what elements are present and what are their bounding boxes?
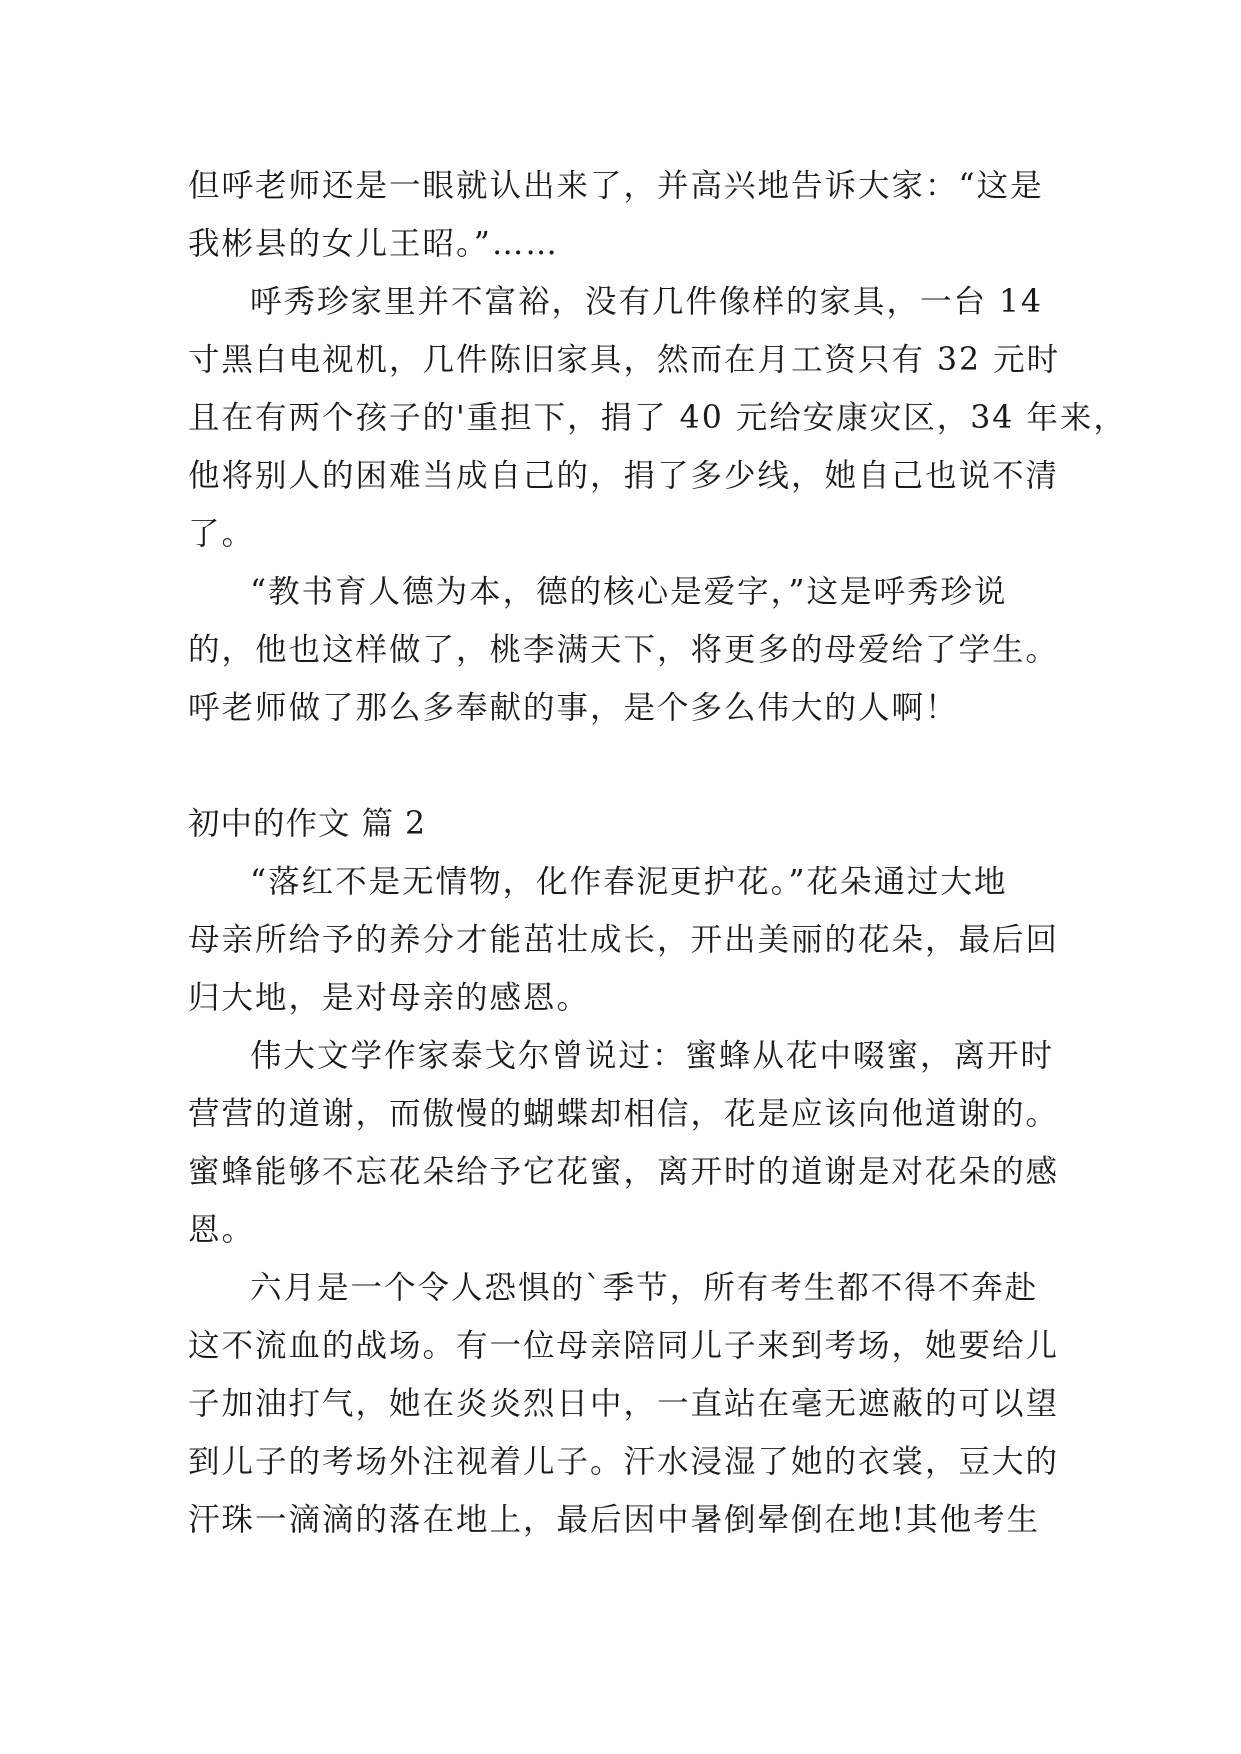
- section-heading: 初中的作文 篇 2: [188, 806, 427, 842]
- paragraph-line: 蜜蜂能够不忘花朵给予它花蜜，离开时的道谢是对花朵的感: [188, 1154, 1060, 1190]
- paragraph-line: 呼老师做了那么多奉献的事，是个多么伟大的人啊！: [188, 690, 959, 726]
- paragraph-line: 了。: [188, 516, 256, 552]
- paragraph-line: 母亲所给予的养分才能茁壮成长，开出美丽的花朵，最后回: [188, 922, 1060, 958]
- paragraph-line: 我彬县的女儿王昭。”……: [188, 226, 559, 262]
- paragraph-line: 呼秀珍家里并不富裕，没有几件像样的家具，一台 14: [250, 284, 1044, 320]
- paragraph-line: 他将别人的困难当成自己的，捐了多少线，她自己也说不清: [188, 458, 1060, 494]
- paragraph-line: “落红不是无情物，化作春泥更护花。”花朵通过大地: [250, 864, 1008, 900]
- paragraph-line: 恩。: [188, 1212, 256, 1248]
- paragraph-line: 寸黑白电视机，几件陈旧家具，然而在月工资只有 32 元时: [188, 342, 1061, 378]
- paragraph-line: 这不流血的战场。有一位母亲陪同儿子来到考场，她要给儿: [188, 1328, 1060, 1364]
- paragraph-line: 子加油打气，她在炎炎烈日中，一直站在毫无遮蔽的可以望: [188, 1386, 1060, 1422]
- paragraph-line: 的，他也这样做了，桃李满天下，将更多的母爱给了学生。: [188, 632, 1060, 668]
- paragraph-line: 营营的道谢，而傲慢的蝴蝶却相信，花是应该向他道谢的。: [188, 1096, 1060, 1132]
- paragraph-line: 但呼老师还是一眼就认出来了，并高兴地告诉大家：“这是: [188, 168, 1044, 204]
- paragraph-line: 伟大文学作家泰戈尔曾说过：蜜蜂从花中啜蜜，离开时: [250, 1038, 1055, 1074]
- paragraph-line: 六月是一个令人恐惧的`季节，所有考生都不得不奔赴: [250, 1270, 1039, 1306]
- paragraph-line: 且在有两个孩子的'重担下，捐了 40 元给安康灾区，34 年来，: [188, 400, 1127, 436]
- paragraph-line: 归大地，是对母亲的感恩。: [188, 980, 591, 1016]
- paragraph-line: 到儿子的考场外注视着儿子。汗水浸湿了她的衣裳，豆大的: [188, 1444, 1060, 1480]
- paragraph-line: “教书育人德为本，德的核心是爱字，”这是呼秀珍说: [250, 574, 1008, 610]
- paragraph-line: 汗珠一滴滴的落在地上，最后因中暑倒晕倒在地!其他考生: [188, 1502, 1041, 1538]
